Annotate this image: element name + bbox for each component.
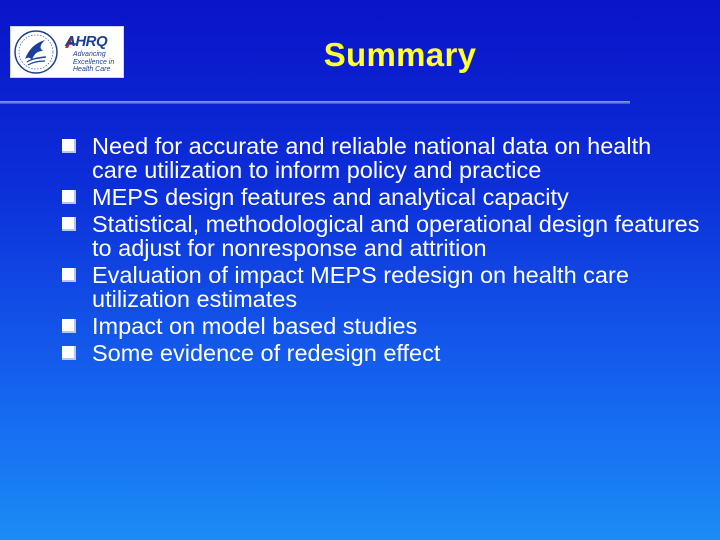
ahrq-tagline: Advancing Excellence in Health Care	[73, 51, 115, 73]
bullet-text: Statistical, methodological and operational design features to adjust for nonresponse and attrition	[92, 211, 700, 261]
title-divider	[0, 101, 630, 104]
square-bullet-icon	[62, 139, 76, 153]
square-bullet-icon	[62, 319, 76, 333]
list-item	[60, 263, 700, 311]
hhs-eagle-seal-icon	[13, 29, 59, 75]
square-bullet-icon	[62, 268, 76, 282]
list-item	[60, 341, 700, 365]
ahrq-wordmark: AHRQ	[65, 33, 108, 50]
list-item	[60, 134, 700, 182]
square-bullet-icon	[62, 217, 76, 231]
square-bullet-icon	[62, 346, 76, 360]
bullet-text: MEPS design features and analytical capacity	[92, 184, 569, 210]
bullet-text: Need for accurate and reliable national data on health care utilization to inform policy and practice	[92, 133, 652, 183]
slide-title: Summary	[323, 36, 477, 73]
square-bullet-icon	[62, 190, 76, 204]
list-item	[60, 185, 700, 209]
bullet-text: Some evidence of redesign effect	[92, 340, 441, 366]
bullet-text: Evaluation of impact MEPS redesign on health care utilization estimates	[92, 262, 629, 312]
list-item	[60, 314, 700, 338]
ahrq-logo	[10, 26, 124, 78]
bullet-list	[60, 134, 700, 368]
list-item	[60, 212, 700, 260]
bullet-text: Impact on model based studies	[92, 313, 418, 339]
